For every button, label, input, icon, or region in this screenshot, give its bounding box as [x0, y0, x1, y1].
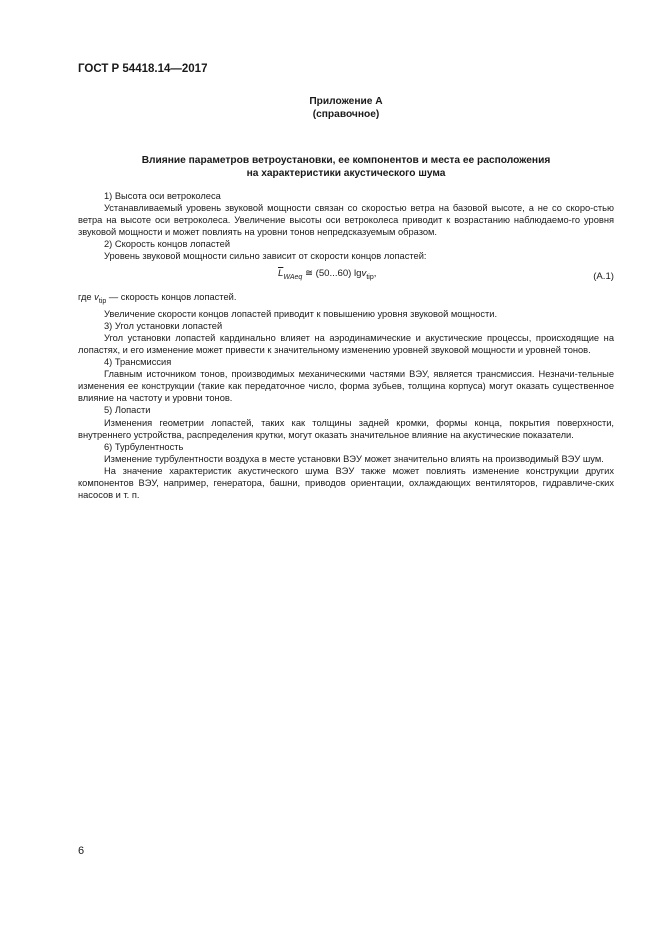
formula-variable-subscript: tip	[366, 273, 374, 281]
paragraph-2: Уровень звуковой мощности сильно зависит от скорости концов лопастей:	[104, 251, 427, 262]
where-prefix: где	[78, 291, 92, 302]
formula-a1	[78, 263, 614, 291]
formula-number: (A.1)	[593, 270, 614, 282]
appendix-title: Приложение А	[309, 96, 383, 107]
body-text	[78, 190, 614, 501]
paragraph-1: Устанавливаемый уровень звуковой мощности связан со скоростью ветра на базовой высоте, а не со скоро-стью ветра на высоте оси ветроколеса. Увеличение высоты оси ветроколеса приводит к возрастанию наблюдаемо-го уровня звуковой мощности и может повлиять на уровни тонов непредсказуемым образом.	[78, 203, 614, 238]
item-heading-1: 1) Высота оси ветроколеса	[104, 191, 221, 201]
section-title-line-2: на характеристики акустического шума	[246, 168, 446, 179]
where-clause	[78, 291, 614, 308]
where-variable: v	[94, 291, 99, 302]
formula-lhs-subscript: WAeq	[283, 273, 303, 281]
item-heading-4: 4) Трансмиссия	[104, 357, 172, 368]
where-suffix: — скорость концов лопастей.	[106, 291, 237, 302]
item-heading-2: 2) Скорость концов лопастей	[104, 239, 231, 250]
paragraph-7: На значение характеристик акустического шума ВЭУ также может повлиять изменение конструкции других компонентов ВЭУ, например, генератора, башни, приводов ориентации, охлаждающих вентиляторов, гидравличе-ских насосов и т. п.	[78, 465, 614, 501]
document-page	[78, 0, 614, 935]
appendix-heading	[78, 95, 614, 121]
section-title	[78, 154, 614, 180]
item-heading-6: 6) Турбулентность	[104, 441, 184, 452]
where-variable-subscript: tip	[98, 297, 107, 305]
formula-end: ,	[373, 267, 377, 279]
paragraph-4: Главным источником тонов, производимых механическими частями ВЭУ, является трансмиссия. Незначи-тельные изменения ее конструкции (такие как передаточное число, форма зубьев, толщина корпуса) могут оказать существенное влияние на частоту и уровни тонов.	[78, 369, 614, 404]
item-heading-5: 5) Лопасти	[104, 405, 151, 416]
document-code: ГОСТ Р 54418.14—2017	[78, 63, 208, 75]
formula-variable: v	[361, 267, 367, 279]
formula-expression	[278, 268, 376, 284]
paragraph-2b: Увеличение скорости концов лопастей приводит к повышению уровня звуковой мощности.	[104, 308, 498, 319]
formula-relation: ≅ (50...60) lg	[302, 267, 362, 279]
paragraph-3: Угол установки лопастей кардинально влияет на аэродинамические и акустические процессы, происходящие на лопастях, и его изменение может привести к значительному изменению уровней звуковой мощности и уровней тонов.	[78, 332, 614, 355]
formula-lhs-symbol: $\overline{L}$	[278, 267, 284, 279]
paragraph-5: Изменения геометрии лопастей, таких как толщины задней кромки, формы конца, покрытия поверхности, внутреннего устройства, распределения крутки, могут оказать значительное влияние на акустические показатели.	[78, 417, 614, 440]
page-number: 6	[78, 845, 85, 857]
appendix-type: (справочное)	[312, 109, 380, 120]
item-heading-3: 3) Угол установки лопастей	[104, 320, 223, 331]
section-title-line-1: Влияние параметров ветроустановки, ее компонентов и места ее расположения	[141, 155, 551, 166]
paragraph-6: Изменение турбулентности воздуха в месте установки ВЭУ может значительно влиять на производимый ВЭУ шум.	[104, 453, 604, 464]
